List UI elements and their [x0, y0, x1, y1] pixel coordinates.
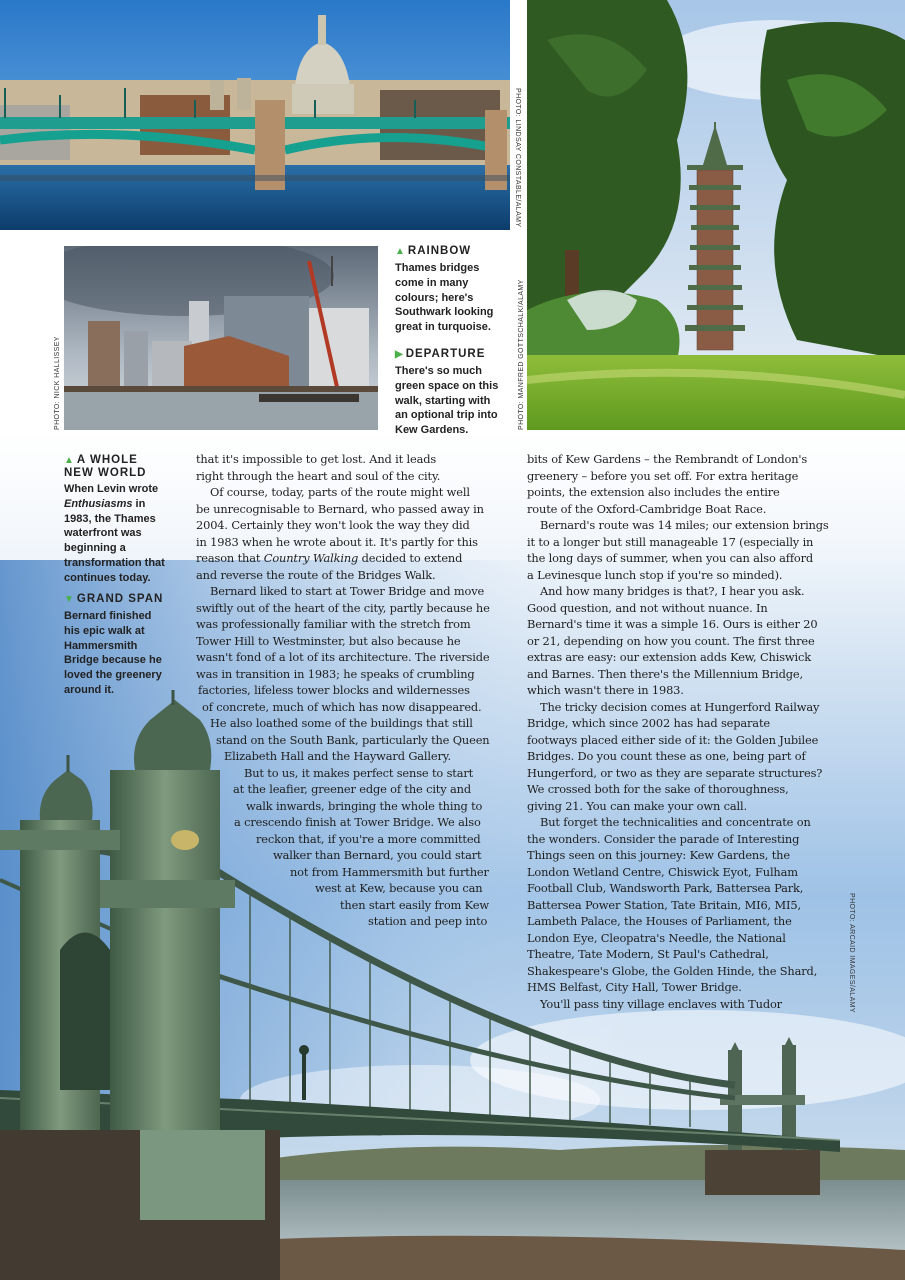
credit-southwark: PHOTO: LINDSAY CONSTABLE/ALAMY: [514, 88, 521, 228]
article-line: then start easily from Kew: [340, 897, 489, 912]
article-line: was professionally familiar with the stretch from: [196, 617, 471, 631]
article-line: was in transition in 1983; he speaks of crumbling: [196, 666, 475, 681]
article-line: factories, lifeless tower blocks and wildernesses: [198, 683, 470, 697]
article-line: walk inwards, bringing the whole thing to: [246, 798, 483, 813]
article-line: You'll pass tiny village enclaves with Tudor: [540, 996, 782, 1011]
caption-rainbow-line: come in many: [395, 276, 469, 289]
article-line: stand on the South Bank, particularly the Queen: [216, 732, 490, 747]
article-line: Hungerford, or two as they are separate structures?: [527, 765, 823, 780]
caption-rainbow-line: Thames bridges: [395, 262, 480, 274]
caption-new-world-line: 1983, the Thames: [64, 512, 156, 525]
magazine-title: Country Walking: [263, 551, 359, 565]
article-line: a Levinesque lunch stop if you're so minded).: [527, 567, 783, 582]
caption-new-world-heading: A WHOLE: [76, 454, 138, 466]
caption-grand-span-line: loved the greenery: [64, 669, 162, 682]
article-line: be unrecognisable to Bernard, who passed away in: [196, 501, 484, 516]
article-line: right through the heart and soul of the city.: [196, 468, 441, 483]
book-title: Enthusiasms: [64, 497, 133, 510]
article-line: But to us, it makes perfect sense to start: [244, 765, 474, 780]
caption-new-world-line: When Levin wrote: [64, 483, 159, 495]
caption-grand-span-heading: GRAND SPAN: [76, 593, 164, 605]
caption-rainbow-line: colours; here's: [395, 291, 474, 304]
triangle-up-icon: ▲: [395, 246, 406, 257]
article-line: wasn't fond of a lot of its architecture. The riverside: [196, 650, 490, 664]
article-line: walker than Bernard, you could start: [273, 848, 482, 862]
article-line: extras are easy: our extension adds Kew, Chiswick: [527, 650, 811, 664]
article-line: London Wetland Centre, Chiswick Eyot, Fulham: [527, 864, 798, 879]
article-line: the wonders. Consider the parade of Interesting: [527, 831, 800, 846]
article-line: route of the Oxford-Cambridge Boat Race.: [527, 501, 767, 516]
caption-grand-span-line: Bridge because he: [64, 654, 162, 667]
article-line: Bridge, which since 2002 has had separate: [527, 716, 770, 730]
article-text: reason that: [196, 551, 264, 565]
article-line: reckon that, if you're a more committed: [256, 831, 481, 846]
caption-new-world-heading-2: NEW WORLD: [64, 467, 147, 479]
article-line: Shakespeare's Globe, the Golden Hinde, the Shard,: [527, 963, 818, 978]
kew-pagoda-photo: [527, 0, 905, 430]
caption-departure-heading: DEPARTURE: [405, 348, 486, 360]
article-line: The tricky decision comes at Hungerford Railway: [540, 699, 820, 714]
caption-departure-line: walk, starting with: [395, 394, 491, 407]
article-line: [196, 551, 462, 565]
article-line: But forget the technicalities and concentrate on: [540, 815, 811, 829]
caption-grand-span-line: Bernard finished: [64, 610, 152, 622]
article-line: bits of Kew Gardens – the Rembrandt of London's: [527, 452, 808, 466]
article-line: it to a longer but still manageable 17 (especially in: [527, 534, 814, 549]
article-line: Lambeth Palace, the Houses of Parliament, the: [527, 914, 792, 928]
article-line: He also loathed some of the buildings that still: [210, 716, 473, 730]
article-line: which wasn't there in 1983.: [527, 683, 684, 697]
caption-grand-span-line: his epic walk at: [64, 624, 145, 637]
caption-rainbow: [395, 245, 520, 335]
caption-new-world-line: continues today.: [64, 571, 151, 584]
article-line: points, the extension also includes the entire: [527, 485, 780, 499]
triangle-up-icon: ▲: [64, 455, 75, 466]
credit-pagoda: PHOTO: MANFRED GOTTSCHALK/ALAMY: [518, 279, 525, 430]
caption-rainbow-line: great in turquoise.: [395, 321, 491, 334]
article-line: And how many bridges is that?, I hear you ask.: [540, 584, 805, 598]
article-line: 2004. Certainly they won't look the way they did: [196, 518, 470, 532]
credit-hammersmith: PHOTO: ARCAID IMAGES/ALAMY: [848, 893, 855, 1013]
article-line: Of course, today, parts of the route might well: [210, 485, 470, 499]
caption-grand-span-line: Hammersmith: [64, 639, 138, 652]
article-line: in 1983 when he wrote about it. It's partly for this: [196, 534, 478, 549]
caption-new-world: [64, 454, 189, 586]
caption-rainbow-heading: RAINBOW: [407, 245, 472, 257]
article-line: and reverse the route of the Bridges Walk.: [196, 567, 436, 582]
article-line: the long days of summer, when you can also afford: [527, 551, 814, 565]
article-line: that it's impossible to get lost. And it leads: [196, 452, 437, 466]
article-line: Good question, and not without nuance. In: [527, 600, 768, 615]
article-line: Bernard's time it was a simple 16. Ours is either 20: [527, 617, 818, 631]
article-line: HMS Belfast, City Hall, Tower Bridge.: [527, 980, 742, 994]
article-line: Theatre, Tate Modern, St Paul's Cathedral,: [527, 947, 769, 961]
southwark-bridge-photo: [0, 0, 510, 230]
article-line: not from Hammersmith but further: [290, 864, 489, 879]
caption-departure-line: Kew Gardens.: [395, 424, 469, 437]
article-line: greenery – before you set off. For extra heritage: [527, 468, 799, 483]
article-line: footways placed either side of it: the Golden Jubilee: [527, 732, 819, 747]
caption-new-world-line: waterfront was: [64, 527, 142, 540]
article-line: Tower Hill to Westminster, but also because he: [196, 633, 461, 648]
caption-grand-span-line: around it.: [64, 683, 115, 696]
article-line: Football Club, Wandsworth Park, Battersea Park,: [527, 881, 804, 895]
article-line: at the leafier, greener edge of the city and: [233, 782, 471, 796]
article-line: Elizabeth Hall and the Hayward Gallery.: [224, 749, 452, 763]
caption-new-world-line: transformation that: [64, 556, 165, 569]
article-line: and Barnes. Then there's the Millennium Bridge,: [527, 666, 803, 681]
article-line: swiftly out of the heart of the city, partly because he: [196, 600, 490, 615]
credit-skyline: PHOTO: NICK HALLISSEY: [54, 336, 61, 430]
caption-grand-span: [64, 593, 189, 698]
article-line: or 21, depending on how you count. The first three: [527, 633, 815, 648]
caption-departure: [395, 348, 520, 438]
article-line: Bernard's route was 14 miles; our extension brings: [540, 518, 829, 532]
article-line: We crossed both for the sake of thoroughness,: [527, 782, 789, 796]
caption-departure-line: an optional trip into: [395, 409, 498, 422]
article-line: of concrete, much of which has now disappeared.: [202, 699, 482, 714]
caption-new-world-line: in: [132, 497, 146, 510]
article-text: decided to extend: [358, 551, 463, 565]
london-skyline-photo: [64, 246, 378, 430]
article-line: Bridges. Do you count these as one, being part of: [527, 749, 806, 763]
article-line: west at Kew, because you can: [315, 881, 483, 895]
triangle-down-icon: ▼: [64, 594, 75, 605]
triangle-right-icon: ▶: [395, 349, 404, 360]
article-line: Battersea Power Station, Tate Britain, MI6, MI5,: [527, 897, 801, 912]
article-line: station and peep into: [368, 914, 488, 928]
caption-departure-line: green space on this: [395, 379, 499, 392]
article-line: Things seen on this journey: Kew Gardens, the: [527, 848, 790, 862]
caption-departure-line: There's so much: [395, 365, 482, 377]
caption-new-world-line: beginning a: [64, 542, 126, 555]
article-line: Bernard liked to start at Tower Bridge and move: [210, 584, 485, 598]
article-line: a crescendo finish at Tower Bridge. We also: [234, 815, 481, 829]
article-line: London Eye, Cleopatra's Needle, the National: [527, 930, 786, 945]
article-line: giving 21. You can make your own call.: [527, 798, 747, 813]
caption-rainbow-line: Southwark looking: [395, 306, 494, 319]
